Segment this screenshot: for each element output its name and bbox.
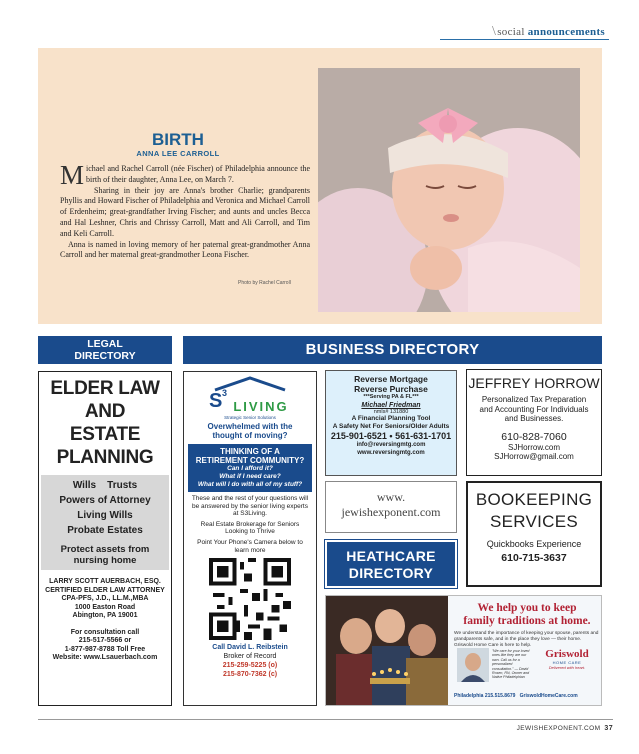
horrow-desc-1: Personalized Tax Preparation — [481, 395, 587, 404]
svg-text:3: 3 — [222, 388, 228, 398]
question-line-1: Overwhelmed with the — [207, 422, 293, 431]
griswold-headline — [454, 602, 600, 628]
horrow-email: SJHorrow@gmail.com — [494, 452, 574, 461]
s3living-brand: LIVING — [233, 399, 289, 414]
griswold-website[interactable]: GriswoldHomeCare.com — [519, 693, 578, 699]
birth-paragraph-2: Sharing in their joy are Anna's brother Charlie; grandparents Phyllis and Howard Fischer of Philadelphia and Veronica and Michael Carroll of Erdenheim; great-grandfather Irving Fischer; and aunts and uncles Becca and Hal Leshner, Chris and Chrissy Carroll, Matt and Ali Carroll, and Tim and Keli Carroll. — [60, 185, 311, 238]
subsection-label: announcements — [527, 26, 605, 38]
s3living-text-1: These and the rest of your questions will be answered by the senior living experts at S3Living. — [191, 495, 309, 518]
elder-law-heading-2: AND — [84, 401, 126, 422]
service-living-wills: Living Wills — [77, 510, 133, 521]
healthcare-line-2: DIRECTORY — [348, 565, 434, 581]
mortgage-nmls: nmls# 131880 — [373, 409, 409, 415]
svg-text:S: S — [209, 390, 223, 412]
mortgage-phones: 215-901-6521 • 561-631-1701 — [330, 431, 452, 441]
griswold-slogan: Delivered with heart. — [548, 665, 586, 670]
contact-label: For consultation call — [70, 628, 140, 636]
bookkeeping-description: Quickbooks Experience — [486, 539, 582, 549]
callout-line-3: Can I afford it? — [227, 465, 273, 472]
attorney-city: Abington, PA 19001 — [72, 612, 138, 619]
attorney-street: 1000 Easton Road — [74, 603, 136, 611]
callout-line-1: THINKING OF A — [220, 447, 280, 456]
bookkeeping-heading-1: BOOKEEPING — [475, 490, 593, 509]
birth-body — [60, 160, 311, 261]
s3living-text-2: Real Estate Brokerage for Seniors Looking to Thrive — [200, 520, 300, 536]
griswold-headline-1: We help you to keep — [477, 602, 577, 614]
mortgage-name: Michael Friedman — [361, 402, 421, 409]
contact-phone-cell: 215-870-7362 (c) — [222, 671, 278, 679]
s3living-text-3: Point Your Phone's Camera below to learn more — [197, 538, 303, 554]
mortgage-heading-1: Reverse Mortgage — [354, 374, 428, 384]
footer-site: JEWISHEXPONENT.COM — [516, 725, 601, 732]
service-protect-2: nursing home — [73, 555, 137, 566]
baby-photo — [318, 68, 580, 312]
contact-phone: 215-517-5566 or — [78, 637, 132, 644]
page-footer — [517, 725, 613, 732]
contact-tollfree: 1-877-987-8788 Toll Free — [64, 645, 146, 653]
callout-line-5: What will I do with all of my stuff? — [197, 481, 303, 488]
service-probate: Probate Estates — [67, 525, 143, 536]
griswold-headline-2: family traditions at home. — [463, 615, 591, 627]
callout-line-4: What if I need care? — [219, 473, 281, 480]
reverse-mortgage-ad — [325, 370, 457, 476]
drop-cap: M — [60, 160, 85, 190]
elder-law-heading — [39, 377, 171, 469]
elder-law-ad — [38, 371, 172, 706]
horrow-name: JEFFREY HORROW — [468, 375, 600, 391]
attorney-degrees: CPA-PFS, J.D., LL.M.,MBA — [61, 595, 149, 602]
jeffrey-horrow-ad — [466, 369, 602, 476]
photo-credit: Photo by Rachel Carroll — [238, 280, 291, 286]
attorney-cert: CERTIFIED ELDER LAW ATTORNEY — [45, 586, 165, 594]
owner-photo — [457, 648, 489, 682]
contact-website: Website: www.Lsauerbach.com — [52, 654, 158, 661]
attorney-name: LARRY SCOTT AUERBACH, ESQ. — [49, 578, 161, 585]
contact-role: Broker of Record — [223, 653, 277, 661]
jx-line-2: jewishexponent.com — [341, 505, 441, 519]
s3living-contact — [184, 643, 316, 679]
s3living-question — [184, 422, 316, 440]
griswold-ad — [325, 595, 602, 706]
birth-title: BIRTH — [152, 130, 204, 149]
page-number: 37 — [604, 725, 613, 732]
question-line-2: thought of moving? — [212, 431, 288, 440]
griswold-logo — [536, 648, 598, 670]
contact-name: Call David L. Reibstein — [212, 644, 288, 652]
mortgage-tagline-2: A Safety Net For Seniors/Older Adults — [332, 423, 450, 430]
horrow-desc-3: and Businesses. — [504, 414, 564, 423]
s3living-tagline: Strategic Senior Solutions — [224, 415, 276, 420]
service-poa: Powers of Attorney — [59, 495, 151, 506]
griswold-quote: "We care for your loved ones like they are our own. Call us for a personalized consultation." — David Rosen, RN, Owner and Native Philadelphian — [492, 649, 530, 680]
elder-law-heading-1: ELDER LAW — [50, 378, 160, 399]
mortgage-website: www.reversingmtg.com — [357, 449, 425, 456]
griswold-phone: Philadelphia 215.515.8679 — [454, 693, 516, 699]
horrow-website: SJHorrow.com — [507, 442, 560, 452]
birth-announcement — [38, 48, 602, 324]
s3living-ad — [183, 371, 317, 706]
birth-paragraph-3: Anna is named in loving memory of her paternal great-grandmother Anna Carroll and her maternal great-grandmother Leona Fischer. — [60, 239, 310, 260]
bookkeeping-ad — [466, 481, 602, 587]
bookkeeping-phone: 610-715-3637 — [501, 552, 567, 564]
horrow-description — [467, 395, 601, 424]
elder-law-services — [41, 475, 169, 570]
header-rule — [440, 39, 609, 40]
qr-code-icon[interactable] — [209, 558, 291, 640]
healthcare-line-1: HEATHCARE — [346, 548, 436, 564]
s3living-callout — [188, 444, 312, 492]
contact-phone-office: 215-259-5225 (o) — [222, 662, 278, 670]
birth-name: ANNA LEE CARROLL — [136, 149, 220, 158]
footer-rule — [38, 719, 613, 720]
mortgage-tagline-1: A Financial Planning Tool — [351, 415, 431, 422]
s3living-logo — [184, 376, 316, 420]
griswold-footer — [454, 693, 602, 699]
jx-line-1: www. — [376, 490, 406, 504]
griswold-subtext: We understand the importance of keeping your spouse, parents and grandparents safe, and in the place they love — their home. Griswold Home Care is here to help. — [454, 631, 599, 648]
birth-paragraph-1: ichael and Rachel Carroll (née Fischer) of Philadelphia announce the birth of their daughter, Anna Lee, on March 7. — [86, 164, 310, 184]
legal-directory-header — [38, 336, 172, 364]
legal-directory-line-2: DIRECTORY — [74, 350, 136, 362]
healthcare-directory-header — [325, 540, 457, 588]
mortgage-email: info@reversingmtg.com — [356, 442, 426, 448]
horrow-desc-2: and Accounting For Individuals — [479, 404, 589, 414]
mortgage-heading-2: Reverse Purchase — [354, 384, 428, 394]
attorney-info — [39, 578, 171, 621]
business-directory-header: BUSINESS DIRECTORY — [183, 336, 602, 364]
service-wills-trusts: Wills Trusts — [72, 480, 138, 491]
service-protect-1: Protect assets from — [60, 544, 150, 555]
mortgage-serving: ***Serving PA & FL*** — [363, 394, 419, 400]
horrow-phone: 610-828-7060 — [501, 430, 567, 443]
legal-directory-line-1: LEGAL — [87, 338, 123, 350]
section-header: \social announcements — [492, 24, 605, 39]
section-label: social — [497, 26, 525, 38]
bookkeeping-heading-2: SERVICES — [489, 512, 579, 531]
griswold-brand: Griswold — [545, 648, 589, 660]
attorney-contact — [39, 629, 171, 663]
callout-line-2: RETIREMENT COMMUNITY? — [195, 456, 305, 465]
griswold-home-care: HOME CARE — [552, 660, 582, 665]
elder-law-heading-4: PLANNING — [56, 447, 154, 468]
jewishexponent-website-ad[interactable] — [325, 481, 457, 533]
elder-law-heading-3: ESTATE — [69, 424, 141, 445]
family-photo — [326, 596, 448, 706]
